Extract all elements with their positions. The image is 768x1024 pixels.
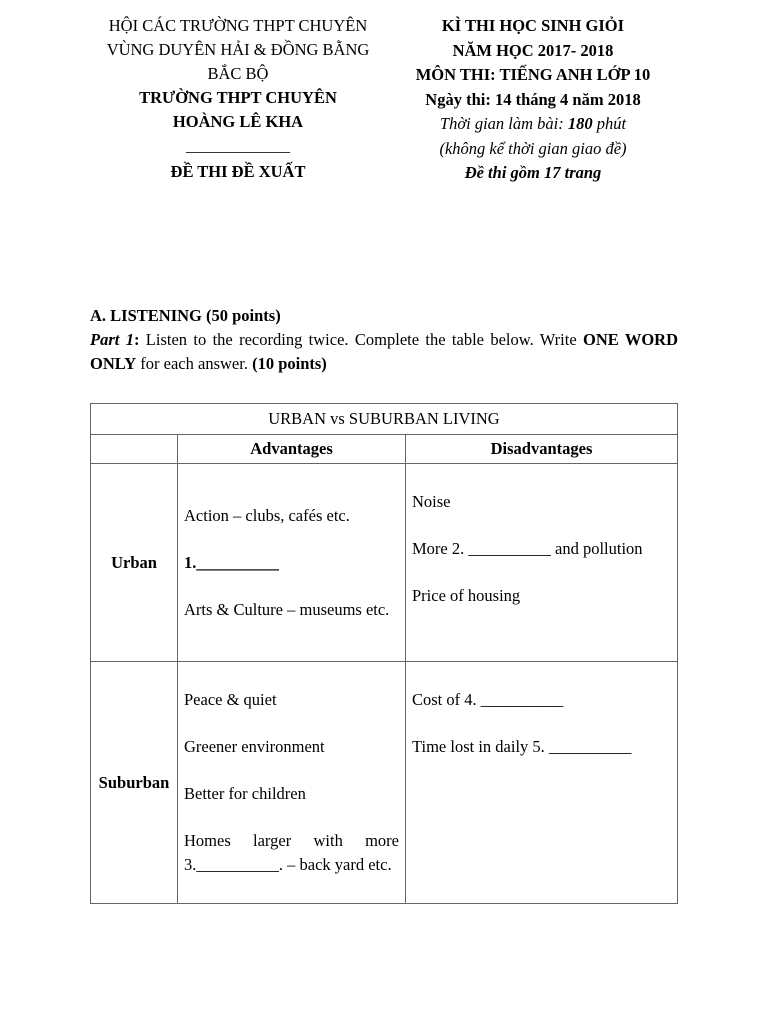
section-heading: A. LISTENING (50 points) — [90, 306, 281, 325]
exam-header — [90, 14, 678, 204]
part-label: Part 1 — [90, 330, 134, 349]
urban-advantages-cell — [178, 464, 406, 662]
suburban-advantage-3: Better for children — [184, 784, 306, 803]
table-row-suburban — [91, 662, 678, 904]
urban-advantage-1: Action – clubs, cafés etc. — [184, 505, 350, 525]
urban-disadvantages-cell — [406, 464, 678, 662]
school-line-2: HOÀNG LÊ KHA — [172, 112, 304, 131]
table-title-row — [91, 404, 678, 435]
table-title: URBAN vs SUBURBAN LIVING — [91, 404, 678, 435]
part-instructions — [90, 328, 678, 376]
urban-disadvantage-1: Noise — [412, 492, 451, 511]
school-year: NĂM HỌC 2017- 2018 — [452, 40, 614, 60]
urban-advantage-2-blank: 1.__________ — [184, 552, 279, 572]
suburban-disadvantage-2-blank: Time lost in daily 5. __________ — [412, 737, 632, 756]
subject-line: MÔN THI: TIẾNG ANH LỚP 10 — [415, 65, 651, 84]
school-line-1: TRƯỜNG THPT CHUYÊN — [139, 88, 337, 107]
suburban-disadvantages-cell — [406, 662, 678, 904]
time-value: 180 — [567, 114, 593, 133]
urban-disadvantage-2-blank: More 2. __________ and pollution — [412, 539, 643, 558]
organizer-block — [90, 14, 386, 184]
urban-advantage-3: Arts & Culture – museums etc. — [184, 599, 390, 619]
suburban-disadvantage-1-blank: Cost of 4. __________ — [412, 690, 564, 709]
time-note: (không kể thời gian giao đề) — [439, 138, 627, 158]
organizer-line-3: BẮC BỘ — [207, 64, 269, 83]
exam-title: KÌ THI HỌC SINH GIỎI — [441, 16, 625, 35]
table-row-urban — [91, 464, 678, 662]
organizer-line-1: HỘI CÁC TRƯỜNG THPT CHUYÊN — [108, 16, 368, 35]
row-label-urban: Urban — [91, 464, 178, 662]
part-points: (10 points) — [252, 354, 327, 373]
urban-suburban-table — [90, 403, 678, 904]
urban-disadvantage-3: Price of housing — [412, 586, 521, 605]
organizer-line-2: VÙNG DUYÊN HẢI & ĐỒNG BẰNG — [106, 40, 370, 59]
instruction-text-2: for each answer. — [136, 354, 253, 373]
table-header-row — [91, 435, 678, 464]
suburban-advantages-cell — [178, 662, 406, 904]
advantages-header: Advantages — [178, 435, 406, 464]
proposal-label: ĐỀ THI ĐỀ XUẤT — [170, 162, 306, 181]
time-suffix: phút — [592, 114, 627, 133]
instruction-text-1: Listen to the recording twice. Complete the table below. Write — [139, 330, 584, 349]
time-prefix: Thời gian làm bài: — [439, 114, 568, 133]
exam-date: Ngày thi: 14 tháng 4 năm 2018 — [425, 89, 641, 109]
suburban-advantage-1: Peace & quiet — [184, 690, 277, 709]
empty-header-cell — [91, 435, 178, 464]
row-label-suburban: Suburban — [91, 662, 178, 904]
part-colon: : — [133, 330, 140, 349]
page-count: Đề thi gồm 17 trang — [464, 163, 602, 182]
listening-section — [90, 304, 678, 376]
suburban-advantage-2: Greener environment — [184, 737, 325, 756]
exam-info-block — [388, 14, 678, 186]
time-limit — [388, 112, 678, 137]
instruction-emphasis: ONE WORD ONLY — [90, 330, 679, 373]
disadvantages-header: Disadvantages — [406, 435, 678, 464]
header-separator: _____________ — [186, 138, 290, 155]
suburban-advantage-4-blank: Homes larger with more 3.__________. – back yard etc. — [184, 831, 399, 874]
